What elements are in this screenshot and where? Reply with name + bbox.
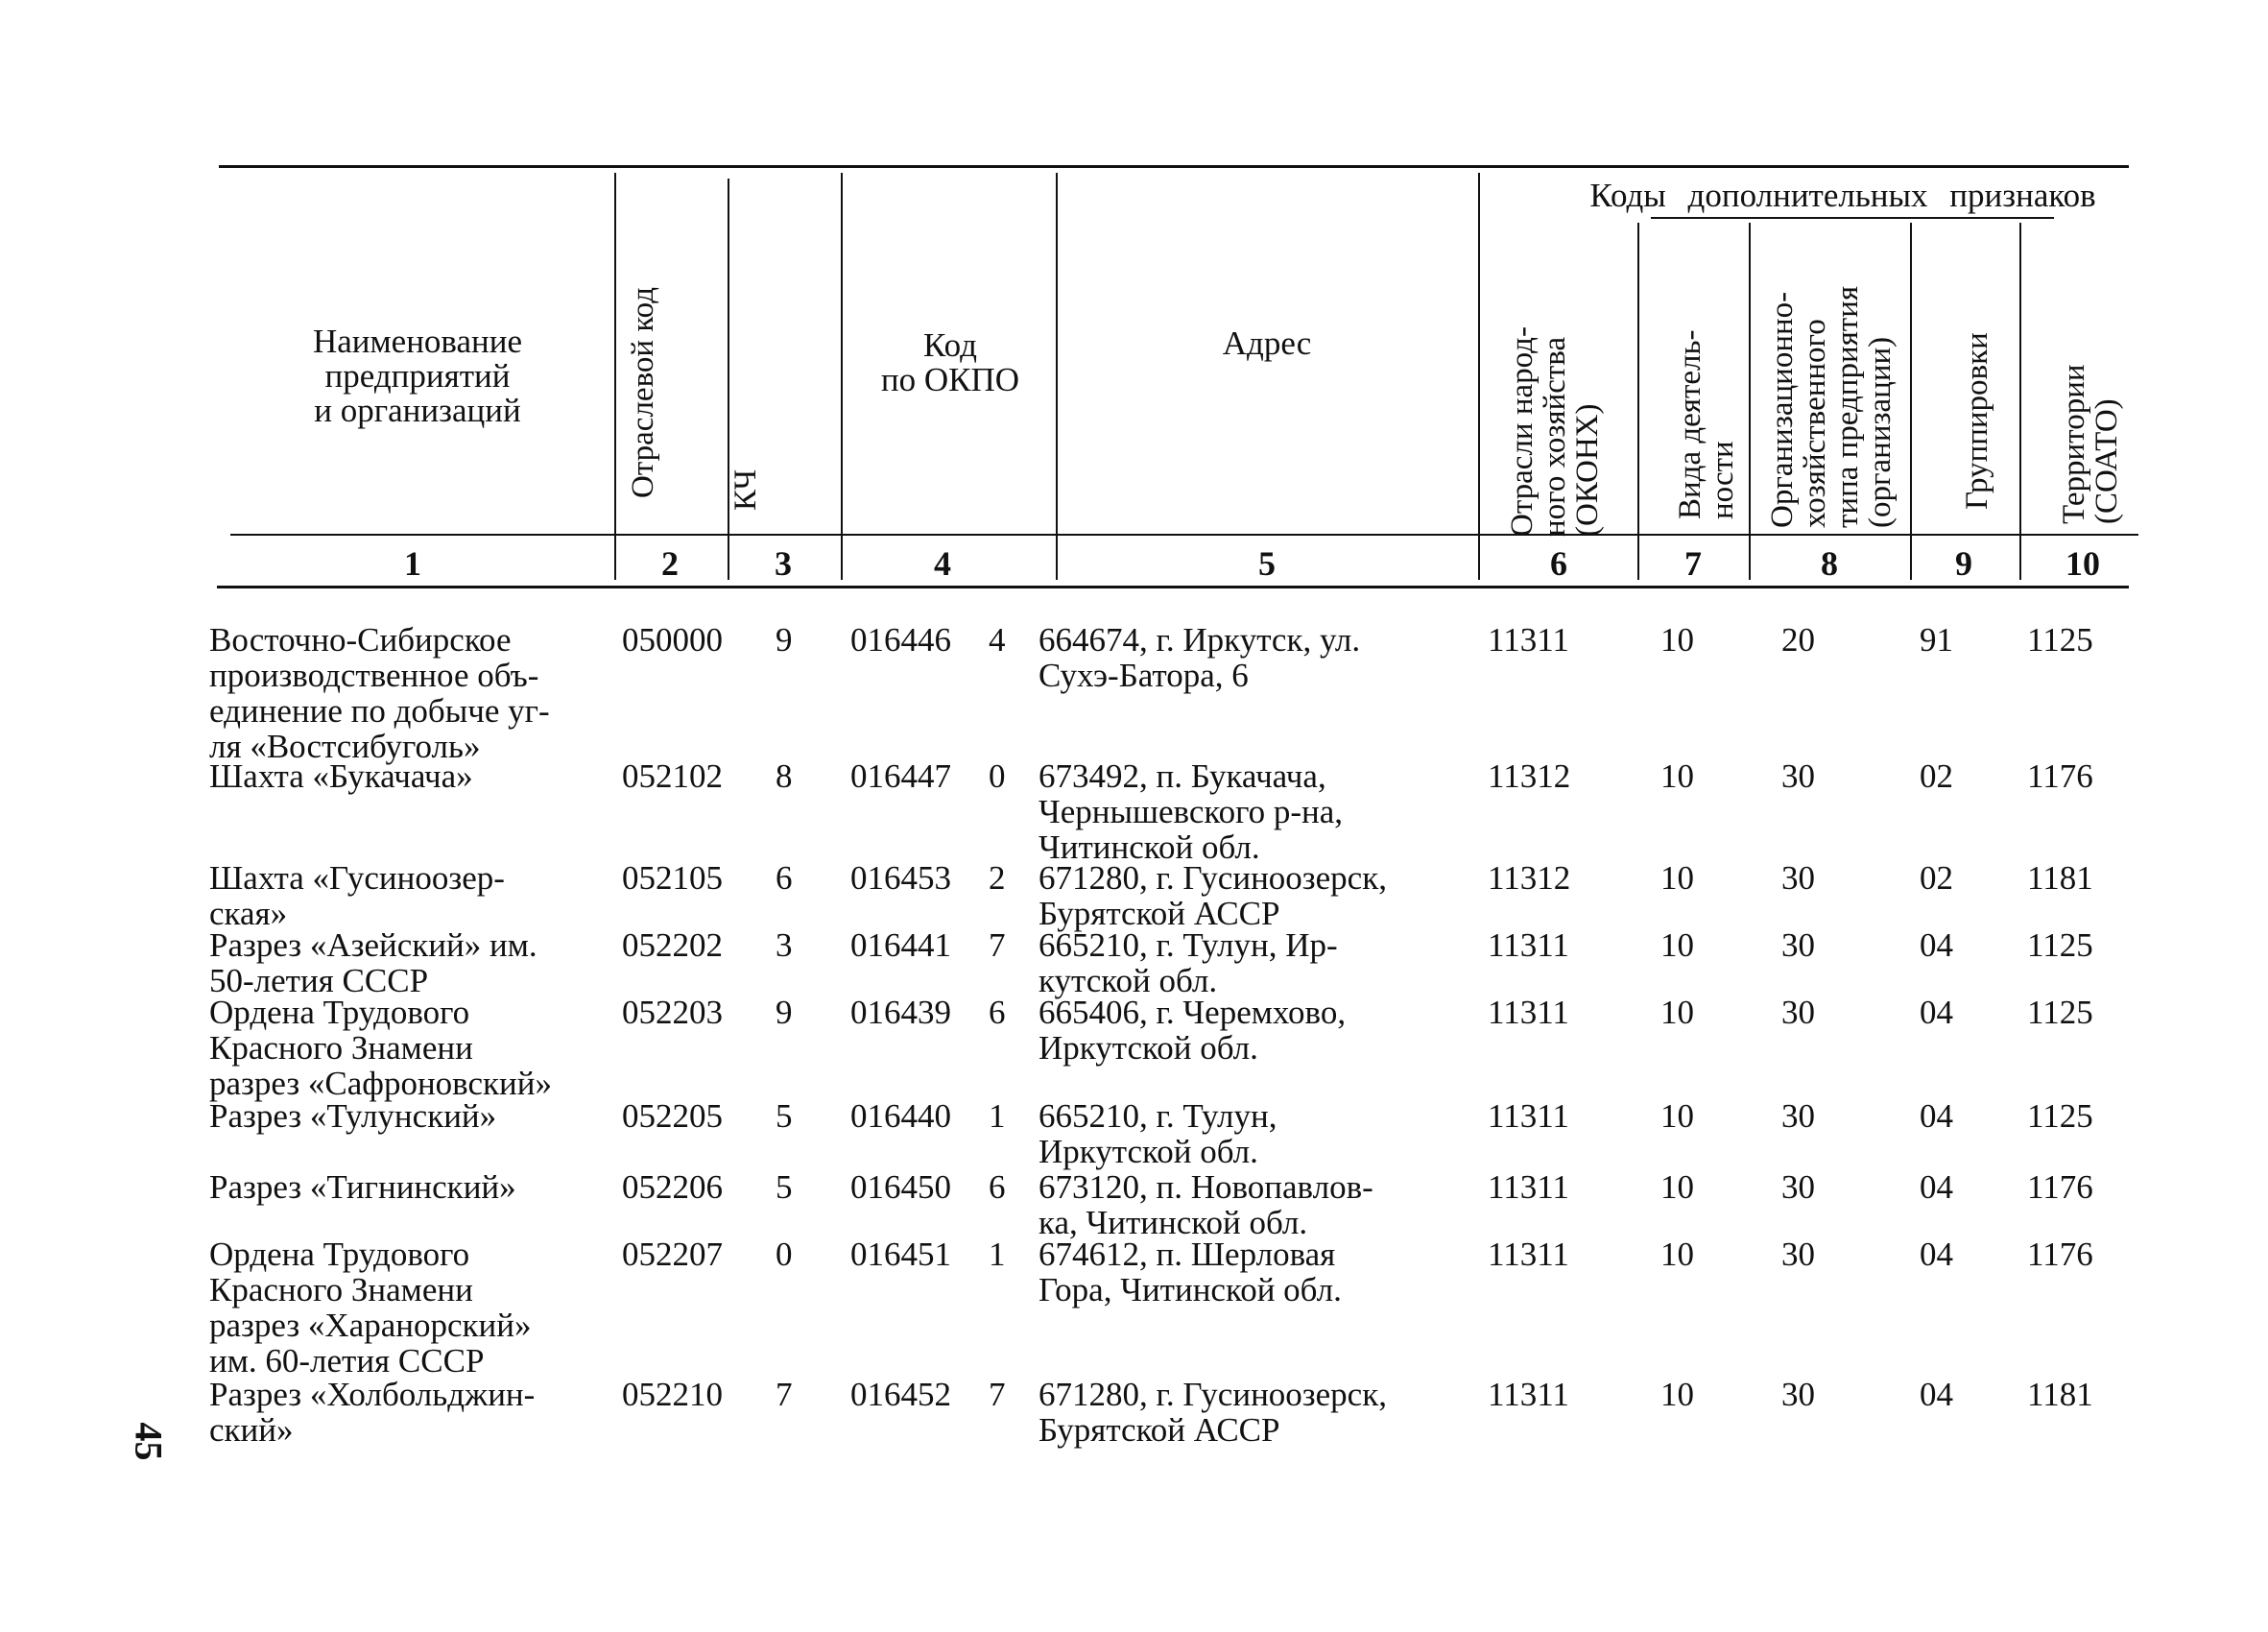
address-line: Иркутской обл.	[1039, 1029, 1258, 1067]
address-line: Бурятской АССР	[1039, 895, 1280, 932]
cell-enterprise-name	[209, 1236, 593, 1379]
cell-group: 04	[1920, 1376, 1953, 1413]
cell-group: 04	[1920, 1236, 1953, 1273]
address-line: 671280, г. Гусиноозерск,	[1039, 859, 1387, 897]
cell-kch: 3	[776, 926, 793, 964]
cell-branch-code: 052202	[622, 926, 723, 964]
header-activity: Вида деятель- ности	[1673, 329, 1740, 519]
cell-territory: 1125	[2027, 994, 2093, 1031]
cell-activity: 10	[1660, 1168, 1694, 1206]
cell-kch: 9	[776, 621, 793, 659]
cell-okonh: 11311	[1488, 1097, 1569, 1135]
cell-territory: 1125	[2027, 621, 2093, 659]
cell-address	[1039, 1377, 1387, 1448]
col-divider-6	[1637, 223, 1639, 580]
cell-kch: 8	[776, 757, 793, 795]
cell-address	[1039, 927, 1338, 998]
col-divider-5	[1478, 173, 1480, 580]
column-number-1: 1	[404, 544, 421, 583]
cell-address	[1039, 758, 1343, 865]
cell-okpo-check: 0	[989, 757, 1006, 795]
page-number: 45	[127, 1422, 171, 1461]
cell-group: 04	[1920, 1168, 1953, 1206]
header-address: Адрес	[1222, 324, 1312, 362]
cell-activity: 10	[1660, 926, 1694, 964]
name-line: Ордена Трудового	[209, 1236, 470, 1273]
cell-activity: 10	[1660, 757, 1694, 795]
cell-enterprise-name	[209, 1098, 593, 1134]
cell-okpo-check: 1	[989, 1236, 1006, 1273]
name-line: Красного Знамени	[209, 1271, 473, 1308]
address-line: 665210, г. Тулун, Ир-	[1039, 926, 1338, 964]
name-line: Шахта «Гусиноозер-	[209, 859, 505, 897]
name-line: Разрез «Тулунский»	[209, 1097, 497, 1135]
cell-org-type: 30	[1781, 757, 1815, 795]
cell-enterprise-name	[209, 1377, 593, 1448]
name-line: Разрез «Тигнинский»	[209, 1168, 516, 1206]
cell-group: 02	[1920, 757, 1953, 795]
address-line: Читинской обл.	[1039, 828, 1260, 866]
name-line: Разрез «Азейский» им.	[209, 926, 537, 964]
cell-okpo: 016441	[850, 926, 951, 964]
address-line: 673120, п. Новопавлов-	[1039, 1168, 1373, 1206]
cell-org-type: 30	[1781, 859, 1815, 897]
cell-group: 04	[1920, 1097, 1953, 1135]
cell-address	[1039, 860, 1387, 931]
cell-branch-code: 052102	[622, 757, 723, 795]
cell-kch: 5	[776, 1097, 793, 1135]
address-line: 664674, г. Иркутск, ул.	[1039, 621, 1361, 659]
cell-group: 02	[1920, 859, 1953, 897]
cell-org-type: 30	[1781, 926, 1815, 964]
cell-activity: 10	[1660, 621, 1694, 659]
cell-okpo: 016439	[850, 994, 951, 1031]
cell-org-type: 30	[1781, 994, 1815, 1031]
col-divider-4	[1056, 173, 1058, 580]
cell-activity: 10	[1660, 1236, 1694, 1273]
cell-okonh: 11311	[1488, 926, 1569, 964]
numbers-bottom-rule	[217, 586, 2129, 588]
cell-okonh: 11311	[1488, 994, 1569, 1031]
cell-okonh: 11312	[1488, 859, 1571, 897]
header-okonh: Отрасли народ- ного хозяйства (ОКОНХ)	[1505, 326, 1605, 537]
address-line: 674612, п. Шерловая	[1039, 1236, 1336, 1273]
cell-okpo: 016440	[850, 1097, 951, 1135]
cell-territory: 1176	[2027, 1168, 2093, 1206]
column-number-5: 5	[1258, 544, 1276, 583]
cell-address	[1039, 622, 1360, 693]
cell-territory: 1125	[2027, 1097, 2093, 1135]
cell-branch-code: 052206	[622, 1168, 723, 1206]
address-line: 673492, п. Букачача,	[1039, 757, 1326, 795]
cell-okonh: 11312	[1488, 757, 1571, 795]
cell-okonh: 11311	[1488, 1376, 1569, 1413]
col-divider-2	[728, 179, 729, 580]
column-number-8: 8	[1821, 544, 1838, 583]
cell-okpo-check: 7	[989, 926, 1006, 964]
address-line: Чернышевского р-на,	[1039, 793, 1343, 830]
cell-activity: 10	[1660, 1376, 1694, 1413]
header-groupings: Группировки	[1960, 332, 1994, 510]
header-territory: Территории (СОАТО)	[2057, 364, 2124, 524]
cell-enterprise-name	[209, 758, 593, 794]
address-line: Гора, Читинской обл.	[1039, 1271, 1342, 1308]
cell-branch-code: 052207	[622, 1236, 723, 1273]
cell-okonh: 11311	[1488, 621, 1569, 659]
name-line: Восточно-Сибирское	[209, 621, 512, 659]
cell-okpo: 016446	[850, 621, 951, 659]
name-line: Ордена Трудового	[209, 994, 470, 1031]
cell-okonh: 11311	[1488, 1168, 1569, 1206]
cell-okpo: 016450	[850, 1168, 951, 1206]
column-number-9: 9	[1955, 544, 1972, 583]
col-divider-9	[2019, 223, 2021, 580]
name-line: единение по добыче уг-	[209, 692, 550, 730]
cell-territory: 1125	[2027, 926, 2093, 964]
cell-kch: 7	[776, 1376, 793, 1413]
cell-org-type: 30	[1781, 1097, 1815, 1135]
cell-group: 04	[1920, 994, 1953, 1031]
column-number-6: 6	[1550, 544, 1567, 583]
col-divider-1	[614, 173, 616, 580]
name-line: Шахта «Букачача»	[209, 757, 473, 795]
address-line: Бурятской АССР	[1039, 1411, 1280, 1449]
cell-okpo: 016453	[850, 859, 951, 897]
cell-okpo-check: 7	[989, 1376, 1006, 1413]
header-branch-code: Отраслевой код	[626, 286, 660, 498]
address-line: ка, Читинской обл.	[1039, 1204, 1308, 1241]
cell-branch-code: 052203	[622, 994, 723, 1031]
name-line: производственное объ-	[209, 657, 539, 694]
address-line: 671280, г. Гусиноозерск,	[1039, 1376, 1387, 1413]
name-line: им. 60-летия СССР	[209, 1342, 485, 1380]
header-okpo: Код по ОКПО	[880, 326, 1020, 398]
col-divider-7	[1749, 223, 1751, 580]
cell-kch: 0	[776, 1236, 793, 1273]
address-line: 665210, г. Тулун,	[1039, 1097, 1277, 1135]
address-line: 665406, г. Черемхово,	[1039, 994, 1347, 1031]
cell-activity: 10	[1660, 994, 1694, 1031]
cell-territory: 1181	[2027, 859, 2093, 897]
cell-okpo: 016447	[850, 757, 951, 795]
cell-territory: 1176	[2027, 1236, 2093, 1273]
column-number-2: 2	[661, 544, 679, 583]
cell-activity: 10	[1660, 859, 1694, 897]
address-line: Сухэ-Батора, 6	[1039, 657, 1249, 694]
cell-branch-code: 052105	[622, 859, 723, 897]
header-kch: КЧ	[728, 468, 763, 511]
cell-okpo-check: 1	[989, 1097, 1006, 1135]
cell-branch-code: 052210	[622, 1376, 723, 1413]
cell-branch-code: 050000	[622, 621, 723, 659]
cell-kch: 6	[776, 859, 793, 897]
cell-org-type: 30	[1781, 1236, 1815, 1273]
cell-okonh: 11311	[1488, 1236, 1569, 1273]
cell-territory: 1176	[2027, 757, 2093, 795]
cell-group: 04	[1920, 926, 1953, 964]
cell-org-type: 30	[1781, 1376, 1815, 1413]
cell-branch-code: 052205	[622, 1097, 723, 1135]
cell-org-type: 20	[1781, 621, 1815, 659]
cell-enterprise-name	[209, 927, 593, 998]
cell-address	[1039, 995, 1346, 1066]
header-org-type: Организационно- хозяйственного типа предприятия (организации)	[1765, 285, 1898, 528]
name-line: Разрез «Холбольджин-	[209, 1376, 536, 1413]
cell-address	[1039, 1098, 1277, 1169]
cell-kch: 5	[776, 1168, 793, 1206]
name-line: Красного Знамени	[209, 1029, 473, 1067]
header-bottom-rule	[230, 534, 2138, 536]
cell-address	[1039, 1169, 1373, 1240]
cell-org-type: 30	[1781, 1168, 1815, 1206]
cell-territory: 1181	[2027, 1376, 2093, 1413]
name-line: разрез «Харанорский»	[209, 1307, 532, 1344]
cell-group: 91	[1920, 621, 1953, 659]
cell-okpo-check: 2	[989, 859, 1006, 897]
cell-activity: 10	[1660, 1097, 1694, 1135]
name-line: ская»	[209, 895, 288, 932]
address-line: Иркутской обл.	[1039, 1133, 1258, 1170]
cell-enterprise-name	[209, 622, 593, 764]
address-line: кутской обл.	[1039, 962, 1218, 999]
codes-group-rule	[1651, 217, 2054, 219]
column-number-3: 3	[775, 544, 792, 583]
name-line: 50-летия СССР	[209, 962, 429, 999]
table-top-rule	[219, 165, 2129, 168]
cell-okpo-check: 6	[989, 994, 1006, 1031]
name-line: разрез «Сафроновский»	[209, 1065, 553, 1102]
column-number-7: 7	[1684, 544, 1702, 583]
name-line: ский»	[209, 1411, 294, 1449]
cell-okpo: 016452	[850, 1376, 951, 1413]
column-number-4: 4	[934, 544, 951, 583]
cell-enterprise-name	[209, 1169, 593, 1205]
cell-okpo: 016451	[850, 1236, 951, 1273]
cell-okpo-check: 4	[989, 621, 1006, 659]
cell-enterprise-name	[209, 995, 593, 1101]
name-line: ля «Востсибуголь»	[209, 728, 481, 765]
header-name-col: Наименование предприятий и организаций	[312, 323, 523, 429]
cell-enterprise-name	[209, 860, 593, 931]
cell-address	[1039, 1236, 1342, 1308]
cell-kch: 9	[776, 994, 793, 1031]
header-codes-group: Коды дополнительных признаков	[1589, 177, 2096, 214]
col-divider-3	[841, 173, 843, 580]
column-number-10: 10	[2065, 544, 2100, 583]
col-divider-8	[1910, 223, 1912, 580]
cell-okpo-check: 6	[989, 1168, 1006, 1206]
